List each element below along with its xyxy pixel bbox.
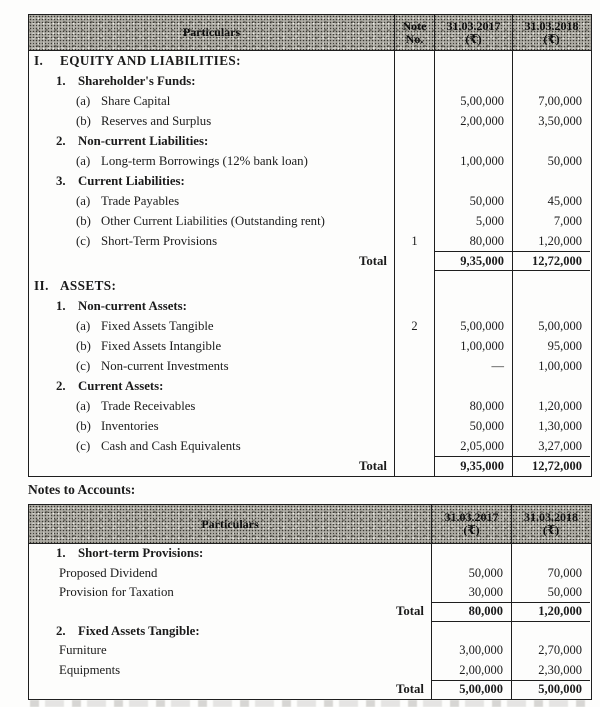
- balance-sheet-table-header: [29, 15, 591, 51]
- row-amount-2017: 50,000: [434, 191, 512, 211]
- table-row: [29, 356, 591, 376]
- notes-to-accounts-table: [28, 504, 592, 700]
- row-prefix: (c): [76, 438, 91, 453]
- row-label: Shareholder's Funds:: [78, 73, 196, 88]
- table-row: [29, 231, 591, 251]
- table-row: [29, 396, 591, 416]
- row-amount-2017: 5,00,000: [434, 316, 512, 336]
- row-label: Reserves and Surplus: [101, 113, 212, 128]
- row-label-cell: [29, 602, 431, 621]
- row-amount-2017: —: [434, 356, 512, 376]
- row-amount-2018: [512, 296, 590, 316]
- table-row: [29, 416, 591, 436]
- row-amount-2017: 80,000: [434, 231, 512, 251]
- table-row: [29, 91, 591, 111]
- row-amount-2017: [431, 622, 511, 641]
- row-note-number: [394, 336, 434, 356]
- table-row: [29, 376, 591, 396]
- row-label: Non-current Assets:: [78, 298, 187, 313]
- header-particulars: [29, 15, 394, 50]
- row-label: Short-term Provisions:: [78, 546, 204, 561]
- notes-table-body: [29, 544, 591, 699]
- row-note-number: [394, 111, 434, 131]
- table-row: [29, 251, 591, 271]
- row-label-cell: [29, 171, 394, 191]
- row-label: Other Current Liabilities (Outstanding rent): [101, 213, 325, 228]
- row-label-cell: [29, 376, 394, 396]
- row-label: Non-current Investments: [101, 358, 229, 373]
- table-row: [29, 131, 591, 151]
- rupee-symbol-2017: (₹): [465, 31, 482, 46]
- table-row: [29, 336, 591, 356]
- row-amount-2018: 1,20,000: [512, 231, 590, 251]
- row-label-cell: [29, 563, 431, 582]
- row-prefix: 3.: [56, 173, 66, 188]
- row-label-cell: [29, 416, 394, 436]
- row-amount-2017: [434, 131, 512, 151]
- row-label-cell: [29, 336, 394, 356]
- row-prefix: II.: [34, 278, 49, 293]
- row-note-number: 1: [394, 231, 434, 251]
- row-amount-2017: [431, 544, 511, 563]
- row-note-number: [394, 436, 434, 456]
- header-col-2018: [512, 15, 590, 50]
- notes-header-particulars-label: Particulars: [201, 516, 259, 531]
- row-amount-2017: 5,00,000: [431, 680, 511, 699]
- row-note-number: [394, 131, 434, 151]
- row-label-cell: [29, 151, 394, 171]
- table-row: [29, 456, 591, 476]
- row-label: Furniture: [59, 643, 107, 658]
- row-amount-2018: 7,00,000: [512, 91, 590, 111]
- row-amount-2018: 1,20,000: [512, 396, 590, 416]
- total-label: Total: [396, 604, 424, 619]
- notes-rupee-symbol-2018: (₹): [542, 523, 560, 537]
- row-label-cell: [29, 251, 394, 271]
- row-label: ASSETS:: [60, 278, 117, 293]
- row-amount-2017: [434, 276, 512, 296]
- row-prefix: (a): [76, 318, 91, 333]
- row-prefix: 2.: [56, 133, 66, 148]
- row-note-number: [394, 211, 434, 231]
- row-amount-2017: 1,00,000: [434, 151, 512, 171]
- table-row: [29, 622, 591, 641]
- balance-sheet-table-body: [29, 51, 591, 476]
- row-label-cell: [29, 111, 394, 131]
- row-amount-2018: 5,00,000: [511, 680, 590, 699]
- row-label: Long-term Borrowings (12% bank loan): [101, 153, 308, 168]
- row-label: Short-Term Provisions: [101, 233, 218, 248]
- row-label: Provision for Taxation: [59, 584, 174, 599]
- row-amount-2017: 9,35,000: [434, 251, 512, 271]
- table-row: [29, 563, 591, 582]
- row-amount-2018: [512, 171, 590, 191]
- page-cutoff-artifact: [30, 700, 590, 707]
- table-row: [29, 436, 591, 456]
- row-amount-2018: [512, 131, 590, 151]
- row-note-number: [394, 396, 434, 416]
- row-note-number: [394, 456, 434, 476]
- row-prefix: I.: [34, 53, 44, 68]
- row-amount-2017: [434, 296, 512, 316]
- row-prefix: 2.: [56, 378, 66, 393]
- row-note-number: [394, 91, 434, 111]
- table-row: [29, 602, 591, 621]
- row-label: Share Capital: [101, 93, 171, 108]
- row-amount-2018: 12,72,000: [512, 456, 590, 476]
- balance-sheet-table: [28, 14, 592, 477]
- row-amount-2017: 2,00,000: [431, 660, 511, 679]
- row-prefix: (a): [76, 153, 91, 168]
- row-prefix: 1.: [56, 546, 66, 561]
- table-row: [29, 583, 591, 602]
- row-amount-2017: 2,00,000: [434, 111, 512, 131]
- total-label: Total: [396, 681, 424, 696]
- row-amount-2018: 70,000: [511, 563, 590, 582]
- row-amount-2018: 12,72,000: [512, 251, 590, 271]
- row-amount-2017: 2,05,000: [434, 436, 512, 456]
- row-amount-2018: [511, 622, 590, 641]
- row-amount-2017: [434, 51, 512, 71]
- row-prefix: 1.: [56, 298, 66, 313]
- row-amount-2018: 50,000: [512, 151, 590, 171]
- row-amount-2018: 1,00,000: [512, 356, 590, 376]
- row-amount-2018: [512, 276, 590, 296]
- row-amount-2018: [512, 71, 590, 91]
- row-note-number: 2: [394, 316, 434, 336]
- row-note-number: [394, 376, 434, 396]
- row-label-cell: [29, 316, 394, 336]
- row-prefix: 1.: [56, 73, 66, 88]
- row-label: Proposed Dividend: [59, 565, 158, 580]
- row-prefix: (b): [76, 418, 91, 433]
- row-amount-2018: 50,000: [511, 583, 590, 602]
- row-prefix: (c): [76, 233, 91, 248]
- row-label-cell: [29, 622, 431, 641]
- table-row: [29, 71, 591, 91]
- row-amount-2018: 2,70,000: [511, 641, 590, 660]
- table-row: [29, 171, 591, 191]
- row-label-cell: [29, 641, 431, 660]
- row-note-number: [394, 51, 434, 71]
- row-label: Inventories: [101, 418, 159, 433]
- row-label: Non-current Liabilities:: [78, 133, 209, 148]
- notes-header-2017-date: 31.03.2017: [444, 510, 499, 524]
- row-label-cell: [29, 396, 394, 416]
- notes-table-header: [29, 505, 591, 544]
- header-particulars-label: Particulars: [182, 25, 241, 39]
- row-label: Trade Payables: [101, 193, 180, 208]
- row-prefix: (b): [76, 113, 91, 128]
- row-note-number: [394, 276, 434, 296]
- header-note-no-label: Note No.: [402, 18, 427, 46]
- table-row: [29, 316, 591, 336]
- row-prefix: (b): [76, 213, 91, 228]
- row-note-number: [394, 151, 434, 171]
- row-amount-2018: 45,000: [512, 191, 590, 211]
- row-amount-2017: 3,00,000: [431, 641, 511, 660]
- row-amount-2017: 80,000: [434, 396, 512, 416]
- row-label: Equipments: [59, 662, 121, 677]
- row-amount-2017: [434, 171, 512, 191]
- row-label-cell: [29, 296, 394, 316]
- row-note-number: [394, 296, 434, 316]
- row-label-cell: [29, 583, 431, 602]
- row-amount-2018: 3,27,000: [512, 436, 590, 456]
- row-label-cell: [29, 660, 431, 679]
- row-label: EQUITY AND LIABILITIES:: [60, 53, 241, 68]
- row-note-number: [394, 251, 434, 271]
- row-label-cell: [29, 191, 394, 211]
- row-label-cell: [29, 91, 394, 111]
- total-label: Total: [359, 458, 387, 473]
- table-row: [29, 641, 591, 660]
- row-label: Fixed Assets Intangible: [101, 338, 222, 353]
- row-note-number: [394, 416, 434, 436]
- row-note-number: [394, 71, 434, 91]
- table-row: [29, 276, 591, 296]
- row-label-cell: [29, 680, 431, 699]
- row-amount-2017: 9,35,000: [434, 456, 512, 476]
- row-amount-2018: 95,000: [512, 336, 590, 356]
- row-label: Fixed Assets Tangible:: [78, 623, 200, 638]
- notes-header-particulars: [29, 505, 431, 543]
- row-amount-2018: 3,50,000: [512, 111, 590, 131]
- notes-header-2018-date: 31.03.2018: [524, 510, 578, 524]
- notes-rupee-symbol-2017: (₹): [463, 523, 480, 537]
- row-label-cell: [29, 356, 394, 376]
- rupee-symbol-2018: (₹): [543, 31, 560, 46]
- row-label-cell: [29, 131, 394, 151]
- row-amount-2018: 7,000: [512, 211, 590, 231]
- row-amount-2018: [511, 544, 590, 563]
- row-amount-2017: [434, 71, 512, 91]
- table-row: [29, 680, 591, 699]
- row-amount-2018: [512, 51, 590, 71]
- row-label-cell: [29, 231, 394, 251]
- notes-header-col-2018: [511, 505, 590, 543]
- row-amount-2017: 5,000: [434, 211, 512, 231]
- row-amount-2018: 5,00,000: [512, 316, 590, 336]
- table-row: [29, 296, 591, 316]
- table-row: [29, 211, 591, 231]
- row-amount-2017: 80,000: [431, 602, 511, 621]
- row-prefix: (a): [76, 93, 91, 108]
- row-label-cell: [29, 211, 394, 231]
- row-label: Current Liabilities:: [78, 173, 185, 188]
- row-amount-2018: 1,30,000: [512, 416, 590, 436]
- row-label: Cash and Cash Equivalents: [101, 438, 241, 453]
- row-label-cell: [29, 51, 394, 71]
- header-2017-date: 31.03.2017: [446, 18, 501, 33]
- table-row: [29, 660, 591, 679]
- row-prefix: (b): [76, 338, 91, 353]
- row-prefix: (a): [76, 193, 91, 208]
- row-note-number: [394, 171, 434, 191]
- row-amount-2018: 1,20,000: [511, 602, 590, 621]
- row-label-cell: [29, 276, 394, 296]
- row-label-cell: [29, 71, 394, 91]
- header-2018-date: 31.03.2018: [524, 18, 579, 33]
- row-amount-2018: [512, 376, 590, 396]
- row-amount-2017: [434, 376, 512, 396]
- row-label: Trade Receivables: [101, 398, 196, 413]
- notes-header-col-2017: [431, 505, 511, 543]
- row-prefix: (a): [76, 398, 91, 413]
- header-col-2017: [434, 15, 512, 50]
- row-amount-2018: 2,30,000: [511, 660, 590, 679]
- row-note-number: [394, 191, 434, 211]
- notes-to-accounts-heading: Notes to Accounts:: [28, 482, 136, 497]
- row-amount-2017: 50,000: [434, 416, 512, 436]
- total-label: Total: [359, 253, 387, 268]
- row-label-cell: [29, 436, 394, 456]
- row-amount-2017: 30,000: [431, 583, 511, 602]
- row-prefix: 2.: [56, 623, 66, 638]
- row-label: Current Assets:: [78, 378, 164, 393]
- row-label: Fixed Assets Tangible: [101, 318, 214, 333]
- table-row: [29, 51, 591, 71]
- header-note-no: [394, 15, 434, 50]
- row-note-number: [394, 356, 434, 376]
- row-prefix: (c): [76, 358, 91, 373]
- row-amount-2017: 50,000: [431, 563, 511, 582]
- table-row: [29, 111, 591, 131]
- row-amount-2017: 1,00,000: [434, 336, 512, 356]
- table-row: [29, 544, 591, 563]
- row-label-cell: [29, 456, 394, 476]
- table-row: [29, 191, 591, 211]
- row-amount-2017: 5,00,000: [434, 91, 512, 111]
- table-row: [29, 151, 591, 171]
- row-label-cell: [29, 544, 431, 563]
